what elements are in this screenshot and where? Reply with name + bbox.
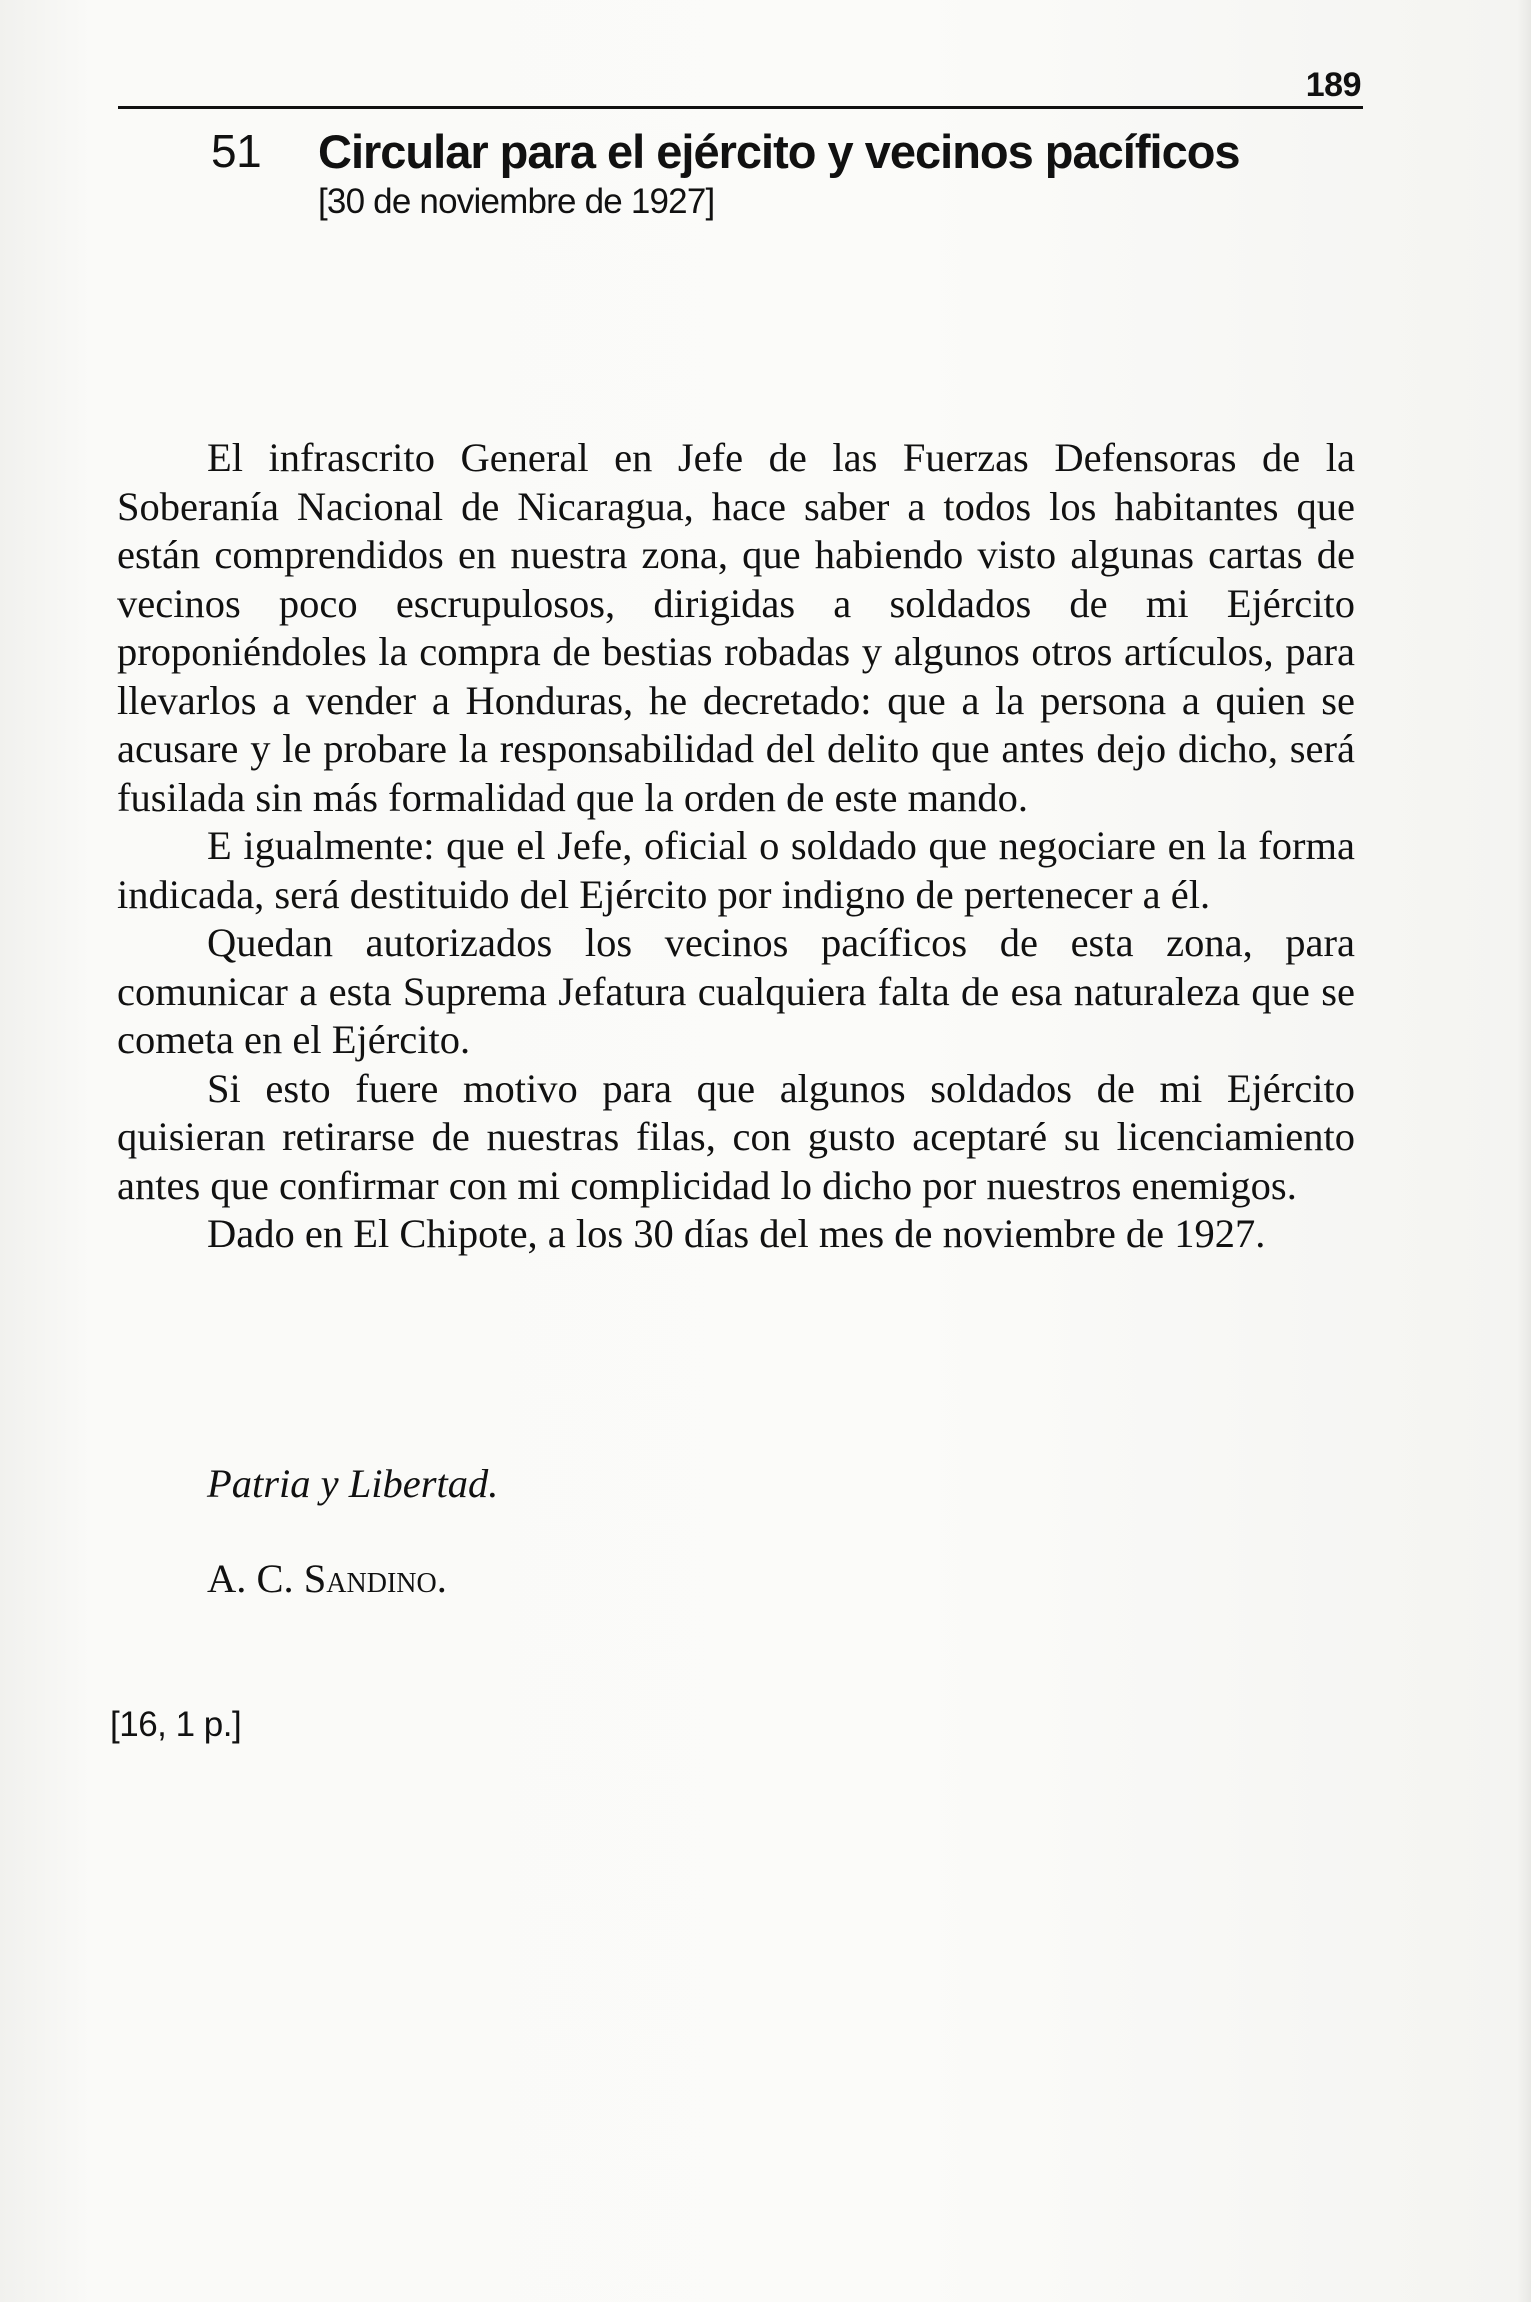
- paragraph: El infrascrito General en Jefe de las Fuerzas Defensoras de la Soberanía Nacional de Nicaragua, hace saber a todos los habitantes que están comprendidos en nuestra zona, que habiendo visto algunas cartas de vecinos poco escrupulosos, dirigidas a soldados de mi Ejército proponiéndoles la compra de bestias robadas y algunos otros artículos, para llevarlos a vender a Honduras, he decretado: que a la persona a quien se acusare y le probare la responsabilidad del delito que antes dejo dicho, será fusilada sin más formalidad que la orden de este mando.: [117, 435, 1355, 820]
- chapter-date: [30 de noviembre de 1927]: [318, 182, 715, 221]
- signature: A. C. Sandino.: [207, 1556, 447, 1601]
- paragraph: E igualmente: que el Jefe, oficial o soldado que negociare en la forma indicada, será destituido del Ejército por indigno de pertenecer a él.: [117, 823, 1355, 917]
- chapter-title: Circular para el ejército y vecinos pacíficos: [318, 125, 1240, 178]
- closing-motto: Patria y Libertad.: [207, 1461, 499, 1506]
- paragraph: Dado en El Chipote, a los 30 días del mes de noviembre de 1927.: [207, 1211, 1266, 1256]
- page-number: 189: [1305, 66, 1361, 104]
- paragraph: Quedan autorizados los vecinos pacíficos de esta zona, para comunicar a esta Suprema Jefatura cualquiera falta de esa naturaleza que se cometa en el Ejército.: [117, 920, 1355, 1062]
- page-edge-shadow: [1517, 0, 1531, 2302]
- chapter-number: 51: [211, 125, 262, 177]
- document-body: [117, 434, 1355, 1259]
- source-reference: [16, 1 p.]: [110, 1705, 242, 1744]
- header-rule: [118, 106, 1363, 109]
- paragraph: Si esto fuere motivo para que algunos soldados de mi Ejército quisieran retirarse de nuestras filas, con gusto aceptaré su licenciamiento antes que confirmar con mi complicidad lo dicho por nuestros enemigos.: [117, 1065, 1355, 1208]
